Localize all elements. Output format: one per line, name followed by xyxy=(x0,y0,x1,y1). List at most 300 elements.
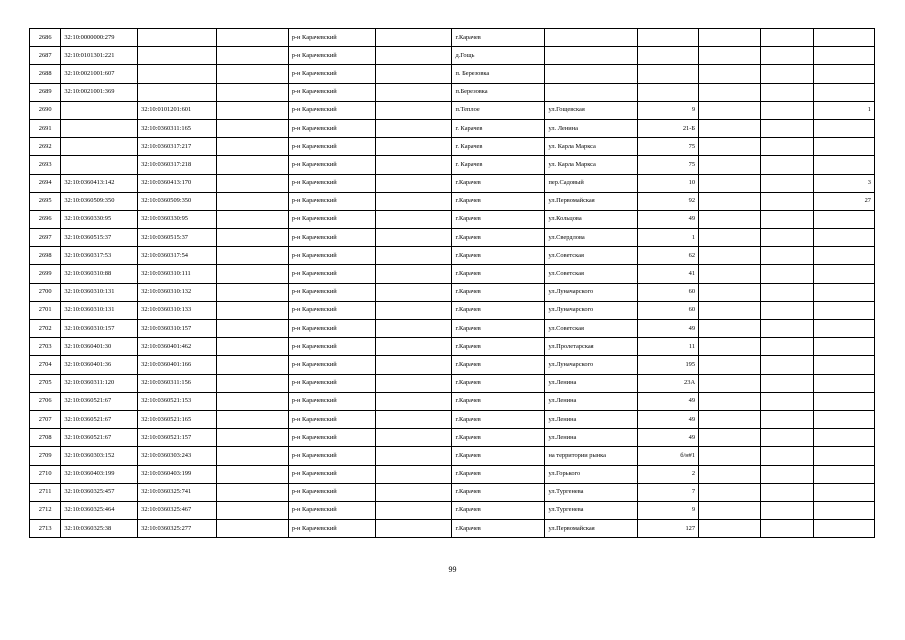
locality-cell: г.Карачев xyxy=(452,283,545,301)
apartment-cell xyxy=(814,29,875,47)
apartment-cell xyxy=(814,229,875,247)
house-cell: б/н#1 xyxy=(638,447,699,465)
empty-cell xyxy=(375,156,452,174)
empty-cell xyxy=(699,410,761,428)
district-cell: р-н Карачевский xyxy=(288,301,375,319)
page-number: 99 xyxy=(448,565,457,574)
empty-cell xyxy=(375,283,452,301)
street-cell: ул. Карла Маркса xyxy=(545,156,638,174)
empty-cell xyxy=(760,174,814,192)
apartment-cell xyxy=(814,283,875,301)
empty-cell xyxy=(699,138,761,156)
table-body xyxy=(30,29,875,538)
house-cell: 21-Б xyxy=(638,119,699,137)
street-cell: ул.Первомайская xyxy=(545,192,638,210)
apartment-cell xyxy=(814,501,875,519)
table-row xyxy=(30,320,875,338)
district-cell: р-н Карачевский xyxy=(288,338,375,356)
house-cell: 195 xyxy=(638,356,699,374)
district-cell: р-н Карачевский xyxy=(288,392,375,410)
empty-cell xyxy=(760,83,814,101)
house-cell: 11 xyxy=(638,338,699,356)
table-row xyxy=(30,192,875,210)
apartment-cell xyxy=(814,320,875,338)
building-cadastral-cell: 32:10:0360317:217 xyxy=(138,138,217,156)
table-row xyxy=(30,520,875,538)
house-cell: 60 xyxy=(638,283,699,301)
cadastral-number-cell: 32:10:0360325:457 xyxy=(61,483,138,501)
empty-cell xyxy=(699,483,761,501)
cadastral-number-cell: 32:10:0360325:38 xyxy=(61,520,138,538)
empty-cell xyxy=(699,229,761,247)
apartment-cell xyxy=(814,65,875,83)
apartment-cell xyxy=(814,83,875,101)
house-cell: 75 xyxy=(638,156,699,174)
empty-cell xyxy=(375,192,452,210)
row-number-cell: 2701 xyxy=(30,301,61,319)
building-cadastral-cell: 32:10:0360515:37 xyxy=(138,229,217,247)
locality-cell: г.Карачев xyxy=(452,210,545,228)
empty-cell xyxy=(216,174,288,192)
house-cell: 41 xyxy=(638,265,699,283)
table-row xyxy=(30,138,875,156)
empty-cell xyxy=(216,301,288,319)
building-cadastral-cell: 32:10:0360317:54 xyxy=(138,247,217,265)
table-row xyxy=(30,429,875,447)
empty-cell xyxy=(216,392,288,410)
empty-cell xyxy=(760,320,814,338)
street-cell xyxy=(545,29,638,47)
street-cell: ул.Ленина xyxy=(545,429,638,447)
locality-cell: г.Карачев xyxy=(452,192,545,210)
empty-cell xyxy=(760,210,814,228)
building-cadastral-cell: 32:10:0360311:156 xyxy=(138,374,217,392)
empty-cell xyxy=(216,410,288,428)
empty-cell xyxy=(375,174,452,192)
empty-cell xyxy=(375,520,452,538)
cadastral-number-cell: 32:10:0360310:157 xyxy=(61,320,138,338)
row-number-cell: 2691 xyxy=(30,119,61,137)
street-cell: ул.Советская xyxy=(545,265,638,283)
table-row xyxy=(30,483,875,501)
row-number-cell: 2711 xyxy=(30,483,61,501)
district-cell: р-н Карачевский xyxy=(288,83,375,101)
locality-cell: г. Карачев xyxy=(452,119,545,137)
house-cell: 92 xyxy=(638,192,699,210)
empty-cell xyxy=(760,374,814,392)
empty-cell xyxy=(760,501,814,519)
cadastral-number-cell: 32:10:0021001:369 xyxy=(61,83,138,101)
house-cell: 127 xyxy=(638,520,699,538)
empty-cell xyxy=(760,29,814,47)
empty-cell xyxy=(216,320,288,338)
cadastral-number-cell: 32:10:0360310:131 xyxy=(61,283,138,301)
house-cell xyxy=(638,47,699,65)
apartment-cell xyxy=(814,210,875,228)
locality-cell: г.Карачев xyxy=(452,429,545,447)
street-cell xyxy=(545,83,638,101)
cadastral-number-cell: 32:10:0360303:152 xyxy=(61,447,138,465)
empty-cell xyxy=(699,501,761,519)
cadastral-number-cell xyxy=(61,138,138,156)
empty-cell xyxy=(699,338,761,356)
building-cadastral-cell xyxy=(138,65,217,83)
empty-cell xyxy=(375,320,452,338)
row-number-cell: 2710 xyxy=(30,465,61,483)
apartment-cell: 1 xyxy=(814,101,875,119)
street-cell: ул.Кольцова xyxy=(545,210,638,228)
apartment-cell xyxy=(814,392,875,410)
house-cell: 49 xyxy=(638,410,699,428)
district-cell: р-н Карачевский xyxy=(288,447,375,465)
empty-cell xyxy=(216,429,288,447)
locality-cell: г.Карачев xyxy=(452,320,545,338)
empty-cell xyxy=(699,119,761,137)
district-cell: р-н Карачевский xyxy=(288,65,375,83)
row-number-cell: 2694 xyxy=(30,174,61,192)
locality-cell: г.Карачев xyxy=(452,338,545,356)
empty-cell xyxy=(760,283,814,301)
locality-cell: г.Карачев xyxy=(452,301,545,319)
row-number-cell: 2698 xyxy=(30,247,61,265)
empty-cell xyxy=(216,338,288,356)
building-cadastral-cell: 32:10:0360521:165 xyxy=(138,410,217,428)
locality-cell: п. Березовка xyxy=(452,65,545,83)
apartment-cell: 27 xyxy=(814,192,875,210)
row-number-cell: 2705 xyxy=(30,374,61,392)
locality-cell: г.Карачев xyxy=(452,392,545,410)
empty-cell xyxy=(216,520,288,538)
row-number-cell: 2688 xyxy=(30,65,61,83)
district-cell: р-н Карачевский xyxy=(288,283,375,301)
locality-cell: г.Карачев xyxy=(452,356,545,374)
apartment-cell xyxy=(814,483,875,501)
row-number-cell: 2693 xyxy=(30,156,61,174)
empty-cell xyxy=(216,65,288,83)
building-cadastral-cell: 32:10:0360413:170 xyxy=(138,174,217,192)
cadastral-number-cell: 32:10:0360330:95 xyxy=(61,210,138,228)
row-number-cell: 2703 xyxy=(30,338,61,356)
empty-cell xyxy=(375,247,452,265)
cadastral-number-cell: 32:10:0360310:88 xyxy=(61,265,138,283)
empty-cell xyxy=(375,265,452,283)
empty-cell xyxy=(699,465,761,483)
empty-cell xyxy=(699,101,761,119)
empty-cell xyxy=(375,210,452,228)
street-cell: пер.Садовый xyxy=(545,174,638,192)
building-cadastral-cell: 32:10:0360521:153 xyxy=(138,392,217,410)
empty-cell xyxy=(760,410,814,428)
district-cell: р-н Карачевский xyxy=(288,320,375,338)
house-cell: 23А xyxy=(638,374,699,392)
row-number-cell: 2692 xyxy=(30,138,61,156)
house-cell: 49 xyxy=(638,392,699,410)
empty-cell xyxy=(375,465,452,483)
house-cell: 60 xyxy=(638,301,699,319)
building-cadastral-cell: 32:10:0360509:350 xyxy=(138,192,217,210)
district-cell: р-н Карачевский xyxy=(288,174,375,192)
cadastral-number-cell: 32:10:0360509:350 xyxy=(61,192,138,210)
table-row xyxy=(30,465,875,483)
empty-cell xyxy=(375,374,452,392)
apartment-cell xyxy=(814,119,875,137)
row-number-cell: 2697 xyxy=(30,229,61,247)
registry-table xyxy=(29,28,875,538)
street-cell: ул.Ленина xyxy=(545,374,638,392)
row-number-cell: 2702 xyxy=(30,320,61,338)
empty-cell xyxy=(216,29,288,47)
apartment-cell xyxy=(814,429,875,447)
street-cell: ул. Ленина xyxy=(545,119,638,137)
table-row xyxy=(30,283,875,301)
house-cell: 49 xyxy=(638,210,699,228)
empty-cell xyxy=(216,374,288,392)
empty-cell xyxy=(699,356,761,374)
district-cell: р-н Карачевский xyxy=(288,101,375,119)
cadastral-number-cell: 32:10:0360311:120 xyxy=(61,374,138,392)
table-row xyxy=(30,83,875,101)
cadastral-number-cell: 32:10:0000000:279 xyxy=(61,29,138,47)
empty-cell xyxy=(699,392,761,410)
empty-cell xyxy=(699,447,761,465)
empty-cell xyxy=(375,29,452,47)
cadastral-number-cell: 32:10:0360401:36 xyxy=(61,356,138,374)
table-row xyxy=(30,119,875,137)
house-cell: 49 xyxy=(638,429,699,447)
row-number-cell: 2706 xyxy=(30,392,61,410)
empty-cell xyxy=(216,192,288,210)
empty-cell xyxy=(375,356,452,374)
empty-cell xyxy=(699,520,761,538)
district-cell: р-н Карачевский xyxy=(288,138,375,156)
district-cell: р-н Карачевский xyxy=(288,520,375,538)
empty-cell xyxy=(216,283,288,301)
empty-cell xyxy=(699,247,761,265)
house-cell: 9 xyxy=(638,101,699,119)
empty-cell xyxy=(699,174,761,192)
empty-cell xyxy=(760,301,814,319)
empty-cell xyxy=(216,119,288,137)
table-row xyxy=(30,156,875,174)
house-cell xyxy=(638,65,699,83)
locality-cell: г.Карачев xyxy=(452,447,545,465)
cadastral-number-cell: 32:10:0360413:142 xyxy=(61,174,138,192)
row-number-cell: 2708 xyxy=(30,429,61,447)
building-cadastral-cell xyxy=(138,29,217,47)
cadastral-number-cell: 32:10:0360310:131 xyxy=(61,301,138,319)
district-cell: р-н Карачевский xyxy=(288,156,375,174)
table-row xyxy=(30,410,875,428)
empty-cell xyxy=(760,65,814,83)
locality-cell: г.Карачев xyxy=(452,520,545,538)
locality-cell: г.Карачев xyxy=(452,410,545,428)
building-cadastral-cell: 32:10:0360330:95 xyxy=(138,210,217,228)
empty-cell xyxy=(760,47,814,65)
cadastral-number-cell: 32:10:0360521:67 xyxy=(61,429,138,447)
empty-cell xyxy=(760,520,814,538)
table-row xyxy=(30,374,875,392)
cadastral-number-cell: 32:10:0101301:221 xyxy=(61,47,138,65)
empty-cell xyxy=(760,465,814,483)
table-row xyxy=(30,29,875,47)
locality-cell: п.Теплое xyxy=(452,101,545,119)
empty-cell xyxy=(375,429,452,447)
empty-cell xyxy=(375,483,452,501)
table-row xyxy=(30,47,875,65)
empty-cell xyxy=(699,265,761,283)
apartment-cell xyxy=(814,247,875,265)
street-cell xyxy=(545,65,638,83)
empty-cell xyxy=(216,465,288,483)
building-cadastral-cell: 32:10:0360310:133 xyxy=(138,301,217,319)
empty-cell xyxy=(760,265,814,283)
empty-cell xyxy=(375,501,452,519)
empty-cell xyxy=(760,138,814,156)
district-cell: р-н Карачевский xyxy=(288,429,375,447)
empty-cell xyxy=(216,138,288,156)
empty-cell xyxy=(699,192,761,210)
table-row xyxy=(30,301,875,319)
empty-cell xyxy=(216,447,288,465)
empty-cell xyxy=(760,192,814,210)
street-cell: ул.Советская xyxy=(545,247,638,265)
locality-cell: г. Карачев xyxy=(452,138,545,156)
row-number-cell: 2687 xyxy=(30,47,61,65)
building-cadastral-cell: 32:10:0360311:165 xyxy=(138,119,217,137)
row-number-cell: 2707 xyxy=(30,410,61,428)
row-number-cell: 2690 xyxy=(30,101,61,119)
district-cell: р-н Карачевский xyxy=(288,229,375,247)
row-number-cell: 2689 xyxy=(30,83,61,101)
empty-cell xyxy=(375,447,452,465)
empty-cell xyxy=(760,338,814,356)
empty-cell xyxy=(216,229,288,247)
locality-cell: г.Карачев xyxy=(452,229,545,247)
empty-cell xyxy=(375,301,452,319)
district-cell: р-н Карачевский xyxy=(288,501,375,519)
row-number-cell: 2704 xyxy=(30,356,61,374)
locality-cell: г. Карачев xyxy=(452,156,545,174)
empty-cell xyxy=(216,83,288,101)
house-cell: 10 xyxy=(638,174,699,192)
district-cell: р-н Карачевский xyxy=(288,410,375,428)
empty-cell xyxy=(216,101,288,119)
locality-cell: г.Карачев xyxy=(452,29,545,47)
empty-cell xyxy=(375,138,452,156)
street-cell: ул.Горького xyxy=(545,465,638,483)
cadastral-number-cell xyxy=(61,156,138,174)
table-row xyxy=(30,174,875,192)
building-cadastral-cell: 32:10:0360310:111 xyxy=(138,265,217,283)
cadastral-number-cell: 32:10:0360325:464 xyxy=(61,501,138,519)
house-cell: 1 xyxy=(638,229,699,247)
locality-cell: г.Карачев xyxy=(452,247,545,265)
building-cadastral-cell: 32:10:0360521:157 xyxy=(138,429,217,447)
district-cell: р-н Карачевский xyxy=(288,119,375,137)
row-number-cell: 2686 xyxy=(30,29,61,47)
apartment-cell xyxy=(814,447,875,465)
district-cell: р-н Карачевский xyxy=(288,29,375,47)
empty-cell xyxy=(375,229,452,247)
row-number-cell: 2696 xyxy=(30,210,61,228)
apartment-cell xyxy=(814,465,875,483)
house-cell xyxy=(638,83,699,101)
cadastral-number-cell: 32:10:0360401:30 xyxy=(61,338,138,356)
building-cadastral-cell: 32:10:0360401:166 xyxy=(138,356,217,374)
cadastral-number-cell: 32:10:0360521:67 xyxy=(61,410,138,428)
street-cell: ул.Первомайская xyxy=(545,520,638,538)
street-cell: ул.Ленина xyxy=(545,392,638,410)
empty-cell xyxy=(760,156,814,174)
empty-cell xyxy=(760,447,814,465)
street-cell: ул.Гощевская xyxy=(545,101,638,119)
locality-cell: г.Карачев xyxy=(452,465,545,483)
street-cell: ул.Советская xyxy=(545,320,638,338)
street-cell xyxy=(545,47,638,65)
empty-cell xyxy=(216,501,288,519)
table-row xyxy=(30,447,875,465)
cadastral-number-cell: 32:10:0360521:67 xyxy=(61,392,138,410)
locality-cell: г.Карачев xyxy=(452,501,545,519)
table-row xyxy=(30,338,875,356)
cadastral-number-cell: 32:10:0021001:607 xyxy=(61,65,138,83)
street-cell: ул. Карла Маркса xyxy=(545,138,638,156)
empty-cell xyxy=(760,101,814,119)
table-row xyxy=(30,265,875,283)
empty-cell xyxy=(699,83,761,101)
table-row xyxy=(30,392,875,410)
street-cell: ул.Тургенева xyxy=(545,501,638,519)
empty-cell xyxy=(699,65,761,83)
table-row xyxy=(30,501,875,519)
empty-cell xyxy=(216,247,288,265)
empty-cell xyxy=(760,119,814,137)
locality-cell: г.Карачев xyxy=(452,374,545,392)
district-cell: р-н Карачевский xyxy=(288,265,375,283)
row-number-cell: 2713 xyxy=(30,520,61,538)
street-cell: ул.Тургенева xyxy=(545,483,638,501)
table-row xyxy=(30,65,875,83)
apartment-cell xyxy=(814,374,875,392)
empty-cell xyxy=(699,47,761,65)
empty-cell xyxy=(699,429,761,447)
building-cadastral-cell xyxy=(138,47,217,65)
building-cadastral-cell: 32:10:0360403:199 xyxy=(138,465,217,483)
house-cell: 7 xyxy=(638,483,699,501)
table-row xyxy=(30,247,875,265)
table-row xyxy=(30,229,875,247)
street-cell: ул.Ленина xyxy=(545,410,638,428)
empty-cell xyxy=(375,338,452,356)
empty-cell xyxy=(760,429,814,447)
apartment-cell xyxy=(814,520,875,538)
building-cadastral-cell: 32:10:0360325:741 xyxy=(138,483,217,501)
cadastral-number-cell: 32:10:0360317:53 xyxy=(61,247,138,265)
empty-cell xyxy=(375,65,452,83)
empty-cell xyxy=(375,47,452,65)
cadastral-number-cell: 32:10:0360515:37 xyxy=(61,229,138,247)
cadastral-number-cell xyxy=(61,119,138,137)
building-cadastral-cell: 32:10:0360401:462 xyxy=(138,338,217,356)
empty-cell xyxy=(216,265,288,283)
building-cadastral-cell: 32:10:0101201:601 xyxy=(138,101,217,119)
apartment-cell xyxy=(814,265,875,283)
apartment-cell xyxy=(814,301,875,319)
locality-cell: д.Гощь xyxy=(452,47,545,65)
street-cell: на территории рынка xyxy=(545,447,638,465)
building-cadastral-cell: 32:10:0360310:157 xyxy=(138,320,217,338)
empty-cell xyxy=(699,320,761,338)
